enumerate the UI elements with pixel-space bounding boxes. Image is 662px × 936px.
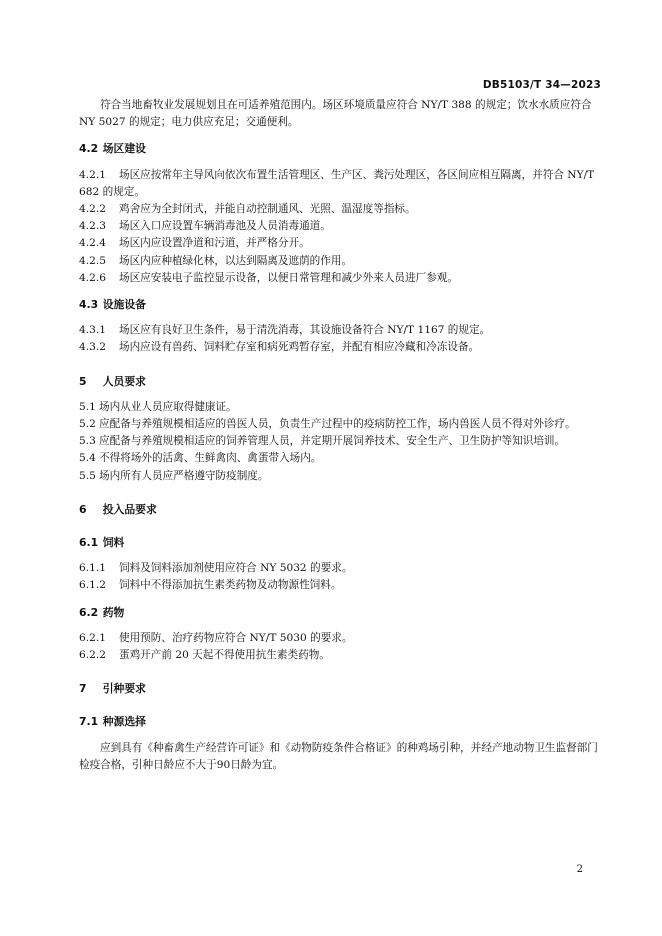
clause-5-4 [79,450,599,467]
clause-5-5 [79,468,599,485]
clause-6-1-1 [79,560,599,577]
clause-number: 4.3.2 [79,341,106,354]
clause-number: 6.2.1 [79,631,106,644]
clause-text: 场内所有人员应严格遵守防疫制度。 [99,469,269,482]
clause-number: 5.1 [79,400,96,413]
section-number: 4.2 [79,142,99,156]
clause-number: 5.3 [79,435,96,448]
section-title: 场区建设 [102,142,146,156]
clause-4-2-4 [79,235,599,252]
section-heading-4-2 [79,140,599,157]
clause-text: 场区应安装电子监控显示设备，以便日常管理和减少外来人员进厂参观。 [119,271,458,284]
clause-4-2-6 [79,270,599,287]
clause-text: 鸡舍应为全封闭式，并能自动控制通风、光照、温湿度等指标。 [119,203,416,216]
clause-text: 应配备与养殖规模相适应的饲养管理人员，并定期开展饲养技术、安全生产、卫生防护等知识培训。 [99,435,566,448]
clause-text: 饲料中不得添加抗生素类药物及动物源性饲料。 [119,579,342,592]
section-title: 引种要求 [102,682,146,696]
section-number: 4.3 [79,298,99,312]
clause-number: 4.2.1 [79,168,106,181]
clause-4-3-1 [79,322,599,339]
clause-number: 4.3.1 [79,324,106,337]
clause-number: 6.1.2 [79,579,106,592]
section-number: 5 [79,374,87,388]
section-heading-6-1 [79,534,599,551]
section-number: 7.1 [79,715,99,729]
clause-text: 不得将场外的活禽、生鲜禽肉、禽蛋带入场内。 [99,452,322,465]
clause-text: 场内从业人员应取得健康证。 [99,400,237,413]
section-title: 投入品要求 [102,502,157,516]
section-number: 7 [79,682,87,696]
clause-text: 场区应有良好卫生条件，易于清洗消毒，其设施设备符合 NY/T 1167 的规定。 [119,324,491,337]
section-title: 人员要求 [102,374,146,388]
clause-text: 场区内应设置净道和污道，并严格分开。 [119,237,310,250]
section-heading-6 [79,501,599,518]
clause-4-2-5 [79,253,599,270]
intro-paragraph: 符合当地畜牧业发展规划且在可适养殖范围内。场区环境质量应符合 NY/T 388 的规定；饮水水质应符合 NY 5027 的规定；电力供应充足；交通便利。 [79,99,592,129]
clause-number: 5.5 [79,469,96,482]
clause-number: 4.2.3 [79,220,106,233]
page-number: 2 [576,864,583,875]
section-number: 6.2 [79,605,99,619]
clause-6-2-1 [79,630,599,647]
clause-number: 6.1.1 [79,562,106,575]
clause-4-3-2 [79,339,599,356]
clause-number: 4.2.4 [79,237,106,250]
clause-number: 4.2.5 [79,254,106,267]
section-title: 饲料 [102,536,125,550]
section-heading-4-3 [79,296,599,313]
section-title: 设施设备 [102,298,146,312]
clause-text: 场区入口应设置车辆消毒池及人员消毒通道。 [119,220,331,233]
clause-6-1-2 [79,577,599,594]
clause-5-3 [79,433,599,450]
section-heading-7-1 [79,713,599,730]
section-number: 6 [79,502,87,516]
section-title: 种源选择 [102,715,146,729]
clause-text: 场区应按常年主导风向依次布置生活管理区、生产区、粪污处理区，各区间应相互隔离，并符合 NY/T 682 的规定。 [79,168,595,198]
clause-text: 应配备与养殖规模相适应的兽医人员，负责生产过程中的疫病防控工作，场内兽医人员不得对外诊疗。 [99,418,576,431]
clause-5-2 [79,416,599,433]
clause-text: 饲料及饲料添加剂使用应符合 NY 5032 的要求。 [119,562,353,575]
section-heading-6-2 [79,604,599,621]
section-heading-7 [79,680,599,697]
clause-5-1 [79,399,599,416]
clause-number: 5.4 [79,452,96,465]
document-id: DB5103/T 34—2023 [482,79,601,91]
section-number: 6.1 [79,536,99,550]
section-title: 药物 [102,605,125,619]
section-heading-5 [79,373,599,390]
clause-4-2-1 [79,167,599,201]
clause-number: 4.2.2 [79,203,106,216]
clause-text: 场区内应种植绿化林，以达到隔离及遮荫的作用。 [119,254,353,267]
clause-number: 5.2 [79,418,96,431]
clause-text: 使用预防、治疗药物应符合 NY/T 5030 的要求。 [119,631,353,644]
clause-text: 场内应设有兽药、饲料贮存室和病死鸡暂存室，并配有相应冷藏和冷冻设备。 [119,341,480,354]
page-content [79,97,599,774]
clause-number: 4.2.6 [79,271,106,284]
clause-4-2-3 [79,218,599,235]
clause-number: 6.2.2 [79,649,106,662]
clause-4-2-2 [79,201,599,218]
clause-text: 蛋鸡开产前 20 天起不得使用抗生素类药物。 [119,649,330,662]
clause-6-2-2 [79,647,599,664]
clause-7-1-paragraph: 应到具有《种畜禽生产经营许可证》和《动物防疫条件合格证》的种鸡场引种，并经产地动物卫生监督部门检疫合格，引种日龄应不大于90日龄为宜。 [79,741,598,771]
